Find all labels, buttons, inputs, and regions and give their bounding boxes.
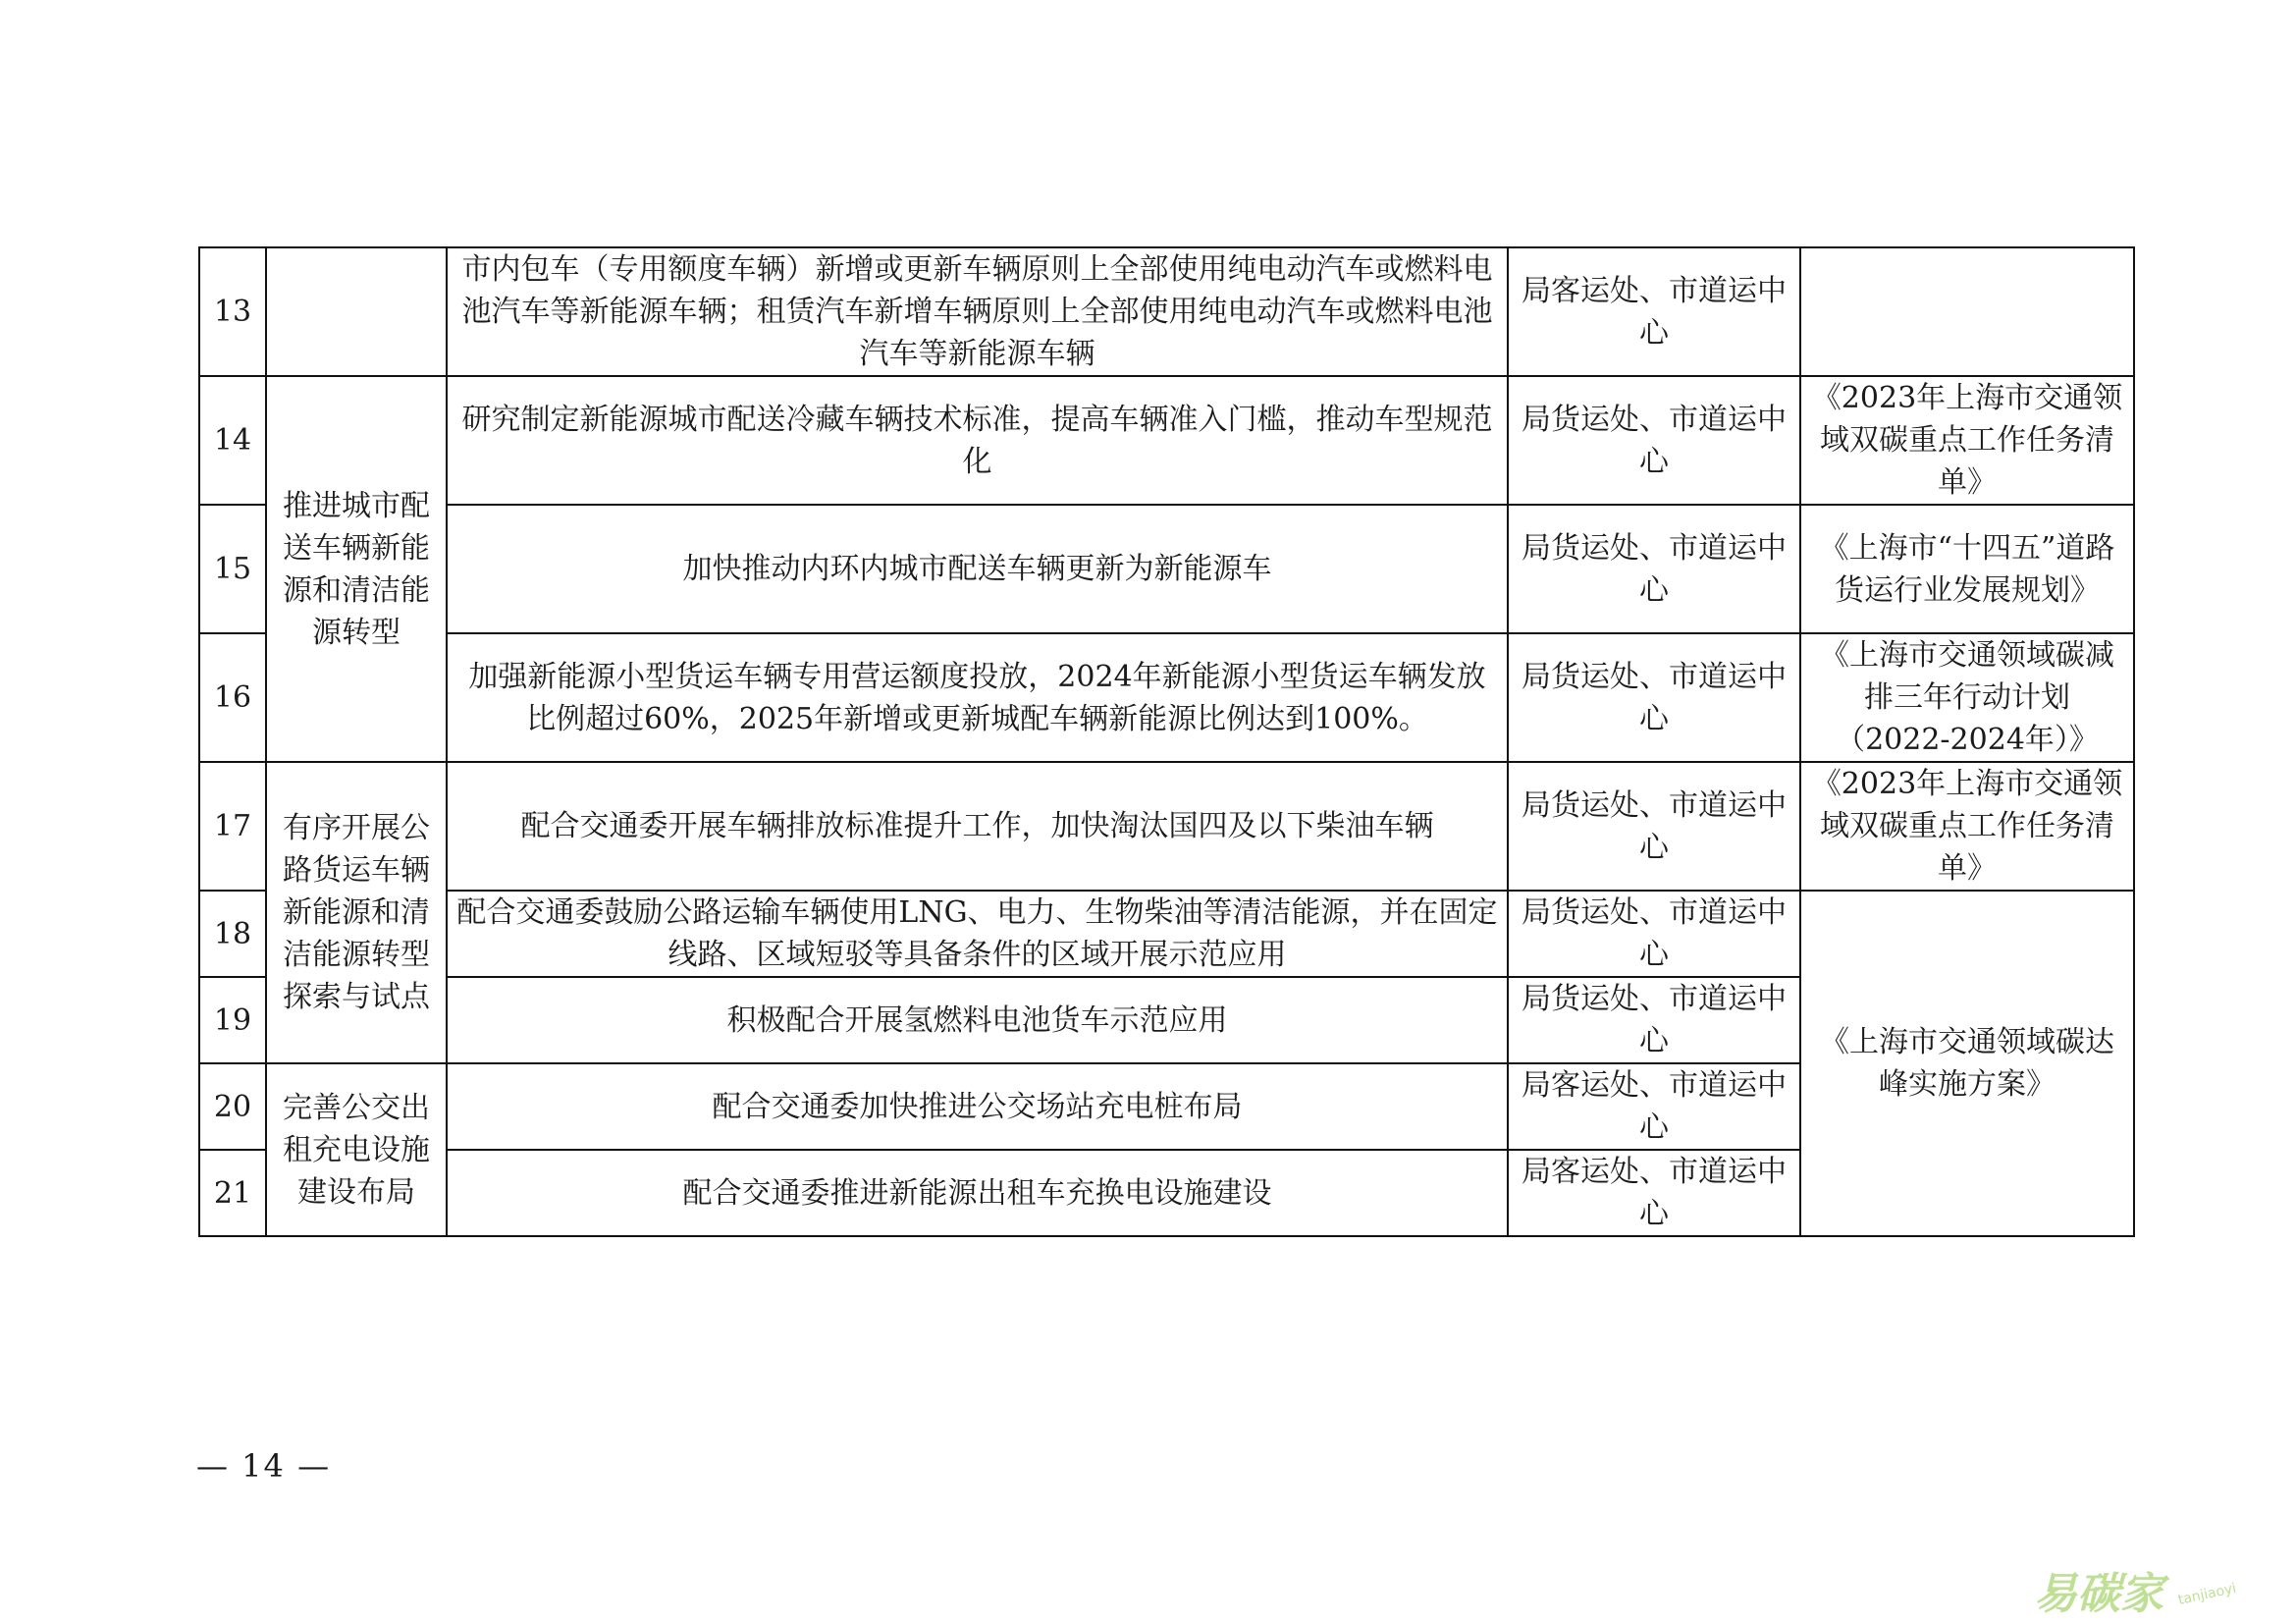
department-cell: 局货运处、市道运中心 — [1508, 505, 1800, 633]
row-number: 21 — [199, 1150, 266, 1236]
watermark — [2032, 1561, 2277, 1620]
watermark-logo-icon — [2032, 1561, 2277, 1620]
row-number: 15 — [199, 505, 266, 633]
page-number: — 14 — — [196, 1447, 332, 1485]
row-number: 16 — [199, 633, 266, 762]
task-cell: 配合交通委鼓励公路运输车辆使用LNG、电力、生物柴油等清洁能源，并在固定线路、区域短驳等具备条件的区域开展示范应用 — [447, 891, 1508, 977]
task-cell: 配合交通委开展车辆排放标准提升工作，加快淘汰国四及以下柴油车辆 — [447, 762, 1508, 891]
table-row — [199, 376, 2134, 505]
table-row — [199, 247, 2134, 376]
basis-cell: 《上海市交通领域碳减排三年行动计划（2022-2024年）》 — [1800, 633, 2134, 762]
department-cell: 局货运处、市道运中心 — [1508, 376, 1800, 505]
department-cell: 局货运处、市道运中心 — [1508, 977, 1800, 1063]
task-cell: 加强新能源小型货运车辆专用营运额度投放，2024年新能源小型货运车辆发放比例超过60%，2025年新增或更新城配车辆新能源比例达到100%。 — [447, 633, 1508, 762]
task-cell: 积极配合开展氢燃料电池货车示范应用 — [447, 977, 1508, 1063]
task-cell: 市内包车（专用额度车辆）新增或更新车辆原则上全部使用纯电动汽车或燃料电池汽车等新能源车辆；租赁汽车新增车辆原则上全部使用纯电动汽车或燃料电池汽车等新能源车辆 — [447, 247, 1508, 376]
table-row — [199, 633, 2134, 762]
row-number: 19 — [199, 977, 266, 1063]
basis-cell: 《2023年上海市交通领域双碳重点工作任务清单》 — [1800, 376, 2134, 505]
task-cell: 加快推动内环内城市配送车辆更新为新能源车 — [447, 505, 1508, 633]
task-table — [198, 246, 2135, 1237]
basis-cell: 《上海市“十四五”道路货运行业发展规划》 — [1800, 505, 2134, 633]
table-row — [199, 762, 2134, 891]
department-cell: 局货运处、市道运中心 — [1508, 891, 1800, 977]
task-cell: 配合交通委推进新能源出租车充换电设施建设 — [447, 1150, 1508, 1236]
basis-cell: 《2023年上海市交通领域双碳重点工作任务清单》 — [1800, 762, 2134, 891]
basis-cell — [1800, 247, 2134, 376]
department-cell: 局客运处、市道运中心 — [1508, 247, 1800, 376]
row-number: 20 — [199, 1063, 266, 1150]
svg-text:tanjiaoyi: tanjiaoyi — [2176, 1580, 2238, 1608]
task-cell: 研究制定新能源城市配送冷藏车辆技术标准，提高车辆准入门槛，推动车型规范化 — [447, 376, 1508, 505]
task-cell: 配合交通委加快推进公交场站充电桩布局 — [447, 1063, 1508, 1150]
row-number: 14 — [199, 376, 266, 505]
department-cell: 局货运处、市道运中心 — [1508, 633, 1800, 762]
row-number: 13 — [199, 247, 266, 376]
svg-text:易碳家: 易碳家 — [2034, 1569, 2163, 1619]
basis-cell: 《上海市交通领域碳达峰实施方案》 — [1800, 891, 2134, 1236]
table-row — [199, 505, 2134, 633]
department-cell: 局货运处、市道运中心 — [1508, 762, 1800, 891]
row-number: 17 — [199, 762, 266, 891]
row-number: 18 — [199, 891, 266, 977]
department-cell: 局客运处、市道运中心 — [1508, 1063, 1800, 1150]
category-cell: 有序开展公路货运车辆新能源和清洁能源转型探索与试点 — [266, 762, 447, 1063]
category-cell — [266, 247, 447, 376]
department-cell: 局客运处、市道运中心 — [1508, 1150, 1800, 1236]
category-cell: 完善公交出租充电设施建设布局 — [266, 1063, 447, 1236]
table-row — [199, 891, 2134, 977]
category-cell: 推进城市配送车辆新能源和清洁能源转型 — [266, 376, 447, 762]
